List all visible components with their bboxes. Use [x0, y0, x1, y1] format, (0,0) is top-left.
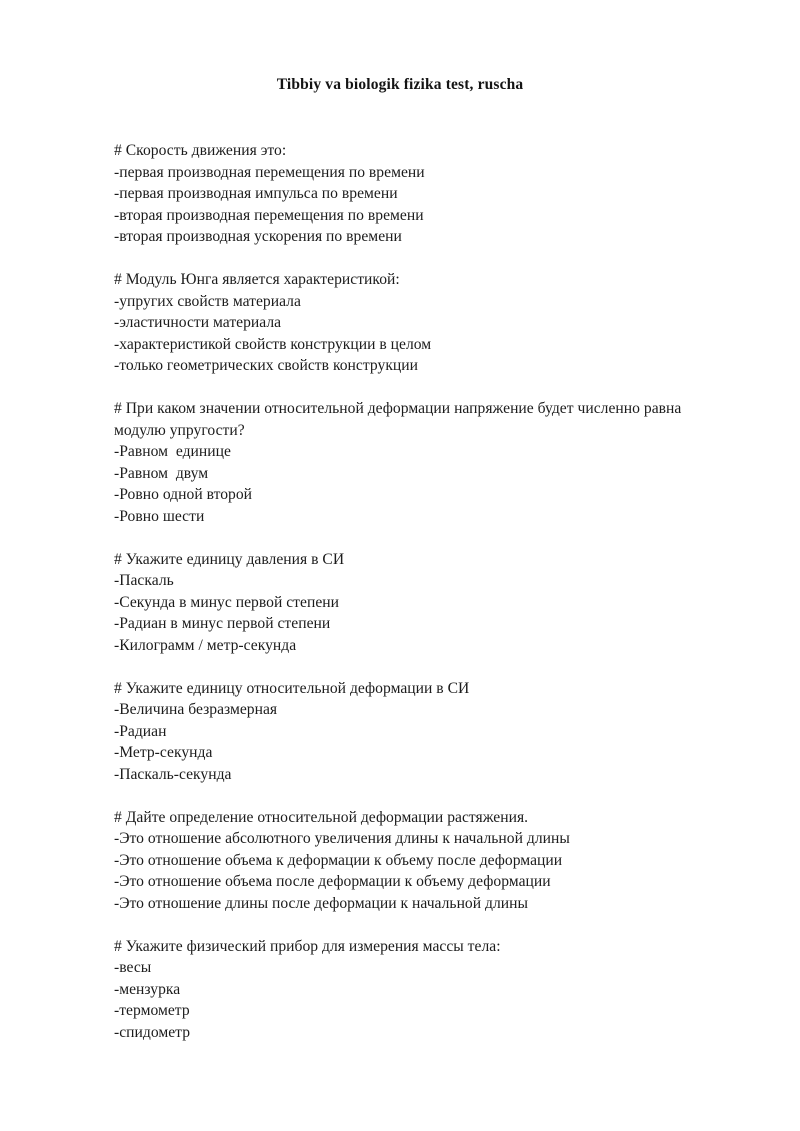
- answer-option: -вторая производная ускорения по времени: [114, 228, 402, 245]
- question-block: [114, 398, 714, 527]
- question-text: # При каком значении относительной деформации напряжение будет численно равна модулю упругости?: [114, 400, 686, 439]
- question-text: # Модуль Юнга является характеристикой:: [114, 271, 400, 288]
- answer-option: -Паскаль: [114, 572, 174, 589]
- question-block: [114, 549, 714, 657]
- question-block: [114, 140, 714, 248]
- answer-option: -Это отношение длины после деформации к начальной длины: [114, 894, 529, 912]
- answer-option: -Радиан: [114, 722, 167, 740]
- question-block: [114, 269, 714, 377]
- answer-option: -эластичности материала: [114, 314, 282, 331]
- answer-option: -первая производная перемещения по времени: [114, 163, 425, 181]
- question-list: [114, 140, 714, 1065]
- question-text: # Скорость движения это:: [114, 142, 287, 159]
- answer-option: -Величина безразмерная: [114, 701, 278, 718]
- answer-option: -характеристикой свойств конструкции в целом: [114, 335, 432, 353]
- answer-option: -спидометр: [114, 1023, 191, 1041]
- answer-option: -Метр-секунда: [114, 744, 213, 761]
- answer-option: -Это отношение объема к деформации к объему после деформации: [114, 851, 563, 869]
- answer-option: -вторая производная перемещения по времени: [114, 206, 424, 224]
- answer-option: -Радиан в минус первой степени: [114, 615, 331, 632]
- question-block: [114, 807, 714, 915]
- answer-option: -Ровно шести: [114, 507, 205, 525]
- answer-option: -весы: [114, 959, 152, 976]
- answer-option: -мензурка: [114, 980, 181, 998]
- answer-option: -термометр: [114, 1002, 190, 1019]
- answer-option: -Это отношение объема после деформации к объему деформации: [114, 873, 551, 890]
- question-block: [114, 678, 714, 786]
- answer-option: -Равном единице: [114, 443, 231, 460]
- question-block: [114, 936, 714, 1044]
- answer-option: -Ровно одной второй: [114, 486, 253, 503]
- question-text: # Укажите единицу давления в СИ: [114, 550, 345, 568]
- question-text: # Укажите физический прибор для измерения массы тела:: [114, 937, 501, 955]
- page-title: Tibbiy va biologik fizika test, ruscha: [276, 76, 524, 93]
- question-text: # Дайте определение относительной деформации растяжения.: [114, 808, 529, 826]
- answer-option: -только геометрических свойств конструкции: [114, 357, 419, 374]
- answer-option: -Равном двум: [114, 464, 209, 482]
- answer-option: -Это отношение абсолютного увеличения длины к начальной длины: [114, 830, 570, 847]
- answer-option: -первая производная импульса по времени: [114, 185, 398, 202]
- question-text: # Укажите единицу относительной деформации в СИ: [114, 679, 470, 697]
- answer-option: -Секунда в минус первой степени: [114, 593, 339, 611]
- answer-option: -Килограмм / метр-секунда: [114, 636, 297, 654]
- answer-option: -упругих свойств материала: [114, 292, 301, 310]
- answer-option: -Паскаль-секунда: [114, 765, 232, 783]
